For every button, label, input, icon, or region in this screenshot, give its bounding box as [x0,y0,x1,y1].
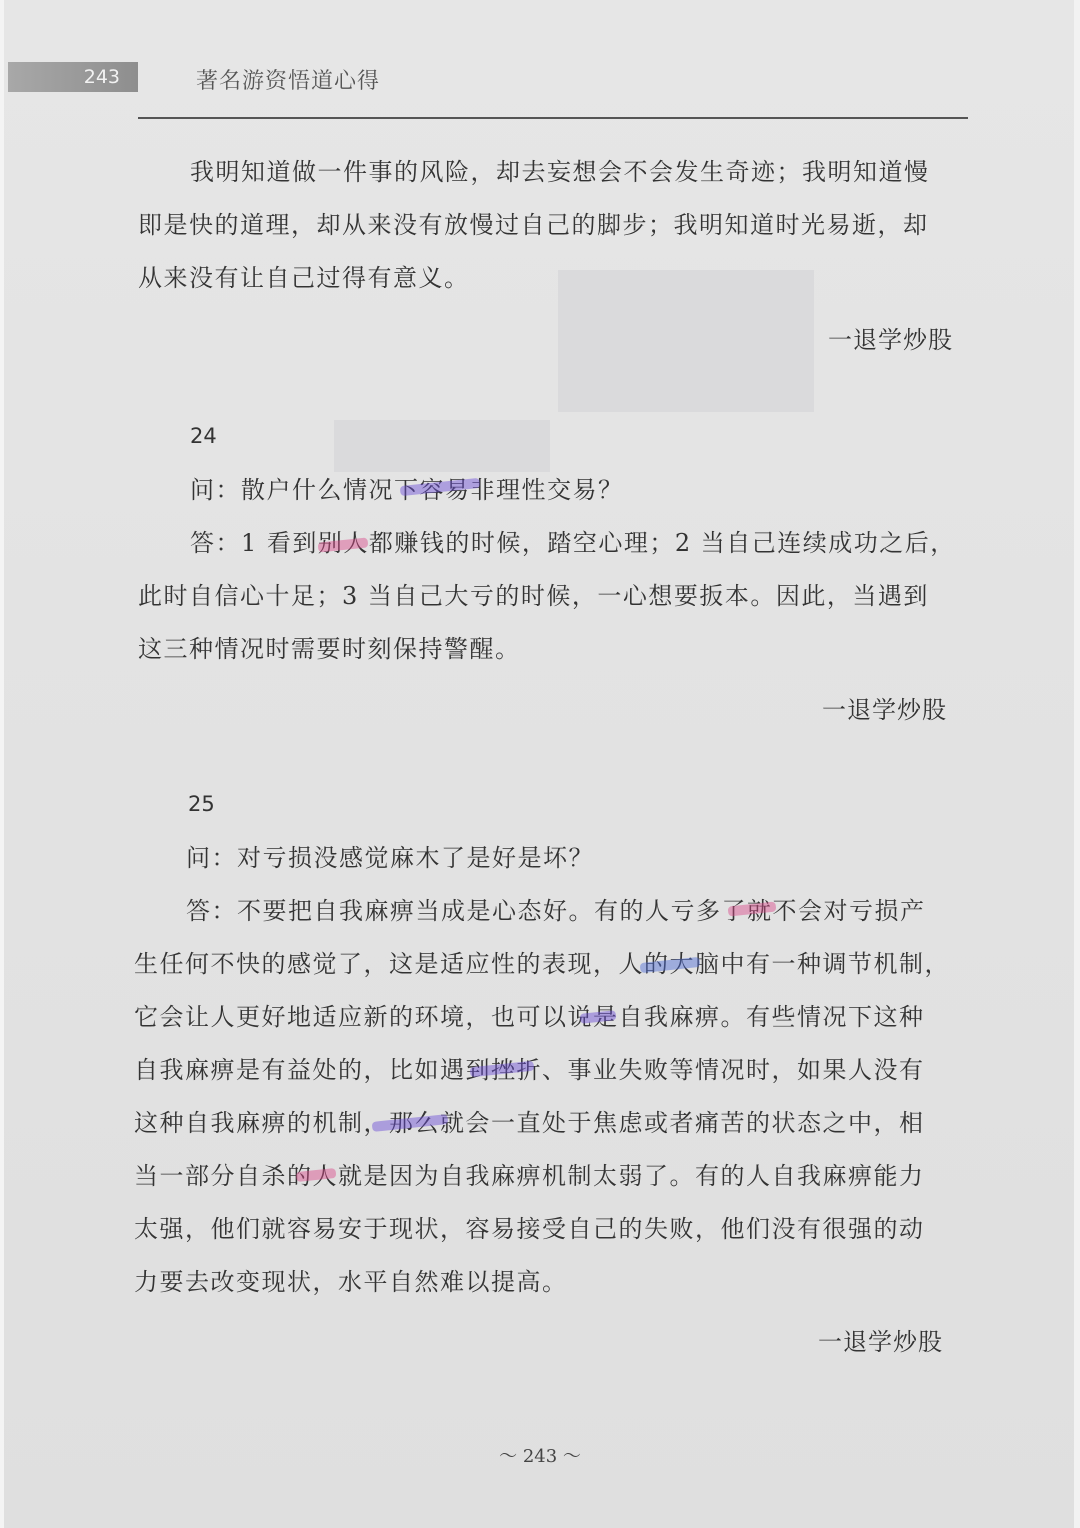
entry-25-number: 25 [188,792,215,816]
header-divider [138,117,968,119]
entry-24-signature: 一退学炒股 [822,696,947,724]
page-footer: ～ 243 ～ [499,1446,581,1467]
entry-23-line: 即是快的道理，却从来没有放慢过自己的脚步；我明知道时光易逝，却 [138,211,929,239]
entry-25-answer-line: 答：不要把自我麻痹当成是心态好。有的人亏多了就不会对亏损产 [186,897,926,925]
entry-25-answer-line: 这种自我麻痹的机制，那么就会一直处于焦虑或者痛苦的状态之中，相 [134,1109,925,1137]
entry-25-answer-line: 生任何不快的感觉了，这是适应性的表现，人的大脑中有一种调节机制， [134,950,950,978]
entry-25-answer-line: 它会让人更好地适应新的环境，也可以说是自我麻痹。有些情况下这种 [134,1003,925,1031]
entry-25-signature: 一退学炒股 [818,1328,943,1356]
entry-24-answer-line: 这三种情况时需要时刻保持警醒。 [138,635,521,663]
entry-25-answer-line: 太强，他们就容易安于现状，容易接受自己的失败，他们没有很强的动 [134,1215,925,1243]
entry-24-answer-line: 此时自信心十足；3 当自己大亏的时候，一心想要扳本。因此，当遇到 [138,582,929,610]
entry-23-line: 从来没有让自己过得有意义。 [138,264,470,292]
entry-23-signature: 一退学炒股 [828,326,953,354]
entry-24-answer-line: 答：1 看到别人都赚钱的时候，踏空心理；2 当自己连续成功之后， [190,529,956,557]
entry-25-answer-line: 力要去改变现状，水平自然难以提高。 [134,1268,568,1296]
entry-23-text [138,146,964,305]
book-title: 著名游资悟道心得 [196,69,381,94]
entry-24-number: 24 [190,424,217,448]
entry-24-question: 问：散户什么情况下容易非理性交易？ [190,476,624,504]
page-number-tab: 243 [8,62,138,92]
entry-25-answer-line: 当一部分自杀的人就是因为自我麻痹机制太弱了。有的人自我麻痹能力 [134,1162,925,1190]
entry-25-qa [134,832,960,1309]
entry-23-line: 我明知道做一件事的风险，却去妄想会不会发生奇迹；我明知道慢 [190,158,930,186]
redaction-box [558,270,814,412]
entry-25-answer-line: 自我麻痹是有益处的，比如遇到挫折、事业失败等情况时，如果人没有 [134,1056,925,1084]
entry-24-qa [138,464,964,676]
entry-25-question: 问：对亏损没感觉麻木了是好是坏？ [186,844,594,872]
